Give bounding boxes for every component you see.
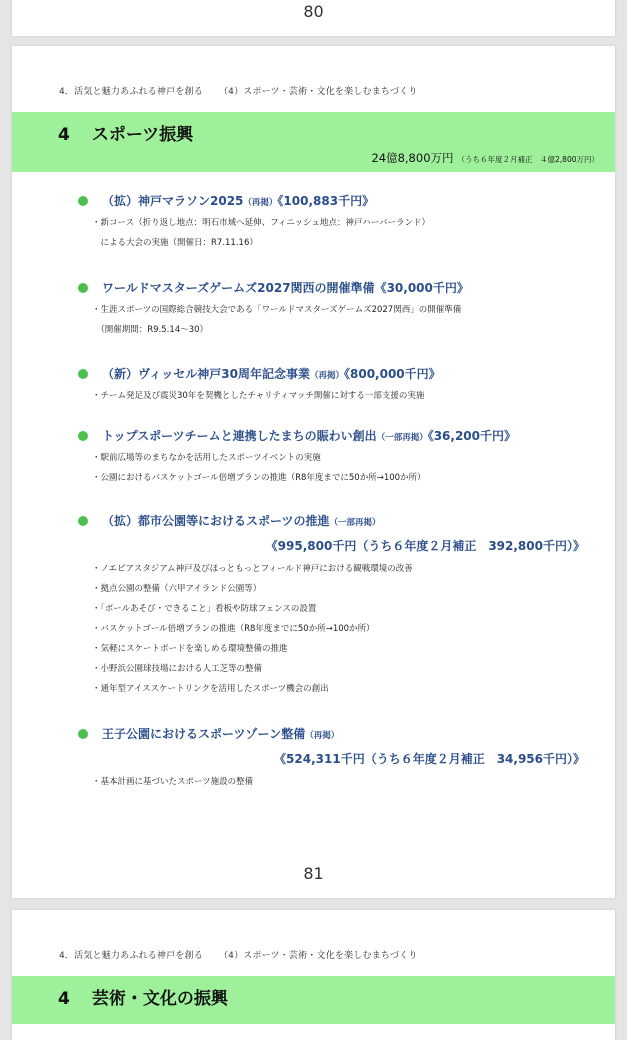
- breadcrumb: [59, 948, 418, 961]
- bullet-icon: [78, 369, 88, 379]
- item-tag: （再掲）: [243, 198, 278, 208]
- item-title: [102, 192, 374, 209]
- breadcrumb-section: （4）スポーツ・芸術・文化を楽しむまちづくり: [218, 951, 418, 961]
- breadcrumb-section: （4）スポーツ・芸術・文化を楽しむまちづくり: [218, 87, 418, 97]
- item-amount: 《36,200千円》: [427, 429, 517, 443]
- document-page: [12, 46, 615, 898]
- item-title-text: 王子公園におけるスポーツゾーン整備: [102, 727, 306, 741]
- previous-page: [12, 0, 615, 36]
- item-title: [102, 512, 381, 529]
- section-header: [12, 976, 615, 1024]
- breadcrumb-chapter: 4．活気と魅力あふれる神戸を創る: [59, 951, 203, 961]
- section-number: 4: [58, 125, 70, 145]
- section-name: 芸術・文化の振興: [91, 989, 228, 1009]
- bullet-icon: [78, 729, 88, 739]
- bullet-icon: [78, 196, 88, 206]
- item-title-text: （新）ヴィッセル神戸30周年記念事業: [102, 367, 310, 381]
- item-detail: ・小野浜公園球技場における人工芝等の整備: [92, 664, 263, 674]
- item-tag: （再掲）: [305, 731, 340, 741]
- item-tag: （一部再掲）: [376, 433, 428, 443]
- item-detail: による大会の実施（開催日：R7.11.16）: [92, 238, 258, 248]
- item-detail: ・拠点公園の整備（六甲アイランド公園等）: [92, 584, 262, 594]
- section-number: 4: [58, 989, 70, 1009]
- bullet-icon: [78, 516, 88, 526]
- section-name: スポーツ振興: [91, 125, 194, 145]
- item-title: [102, 725, 339, 742]
- item-title: [102, 427, 516, 444]
- item-amount: 《995,800千円（うち６年度２月補正 392,800千円）》: [265, 539, 585, 553]
- section-title: [58, 984, 228, 1009]
- item-detail: ・通年型アイススケートリンクを活用したスポーツ機会の創出: [92, 684, 329, 694]
- item-amount: 《100,883千円》: [277, 194, 375, 208]
- item-title-text: トップスポーツチームと連携したまちの賑わい創出: [102, 429, 377, 443]
- item-title-text: （拡）神戸マラソン2025: [102, 194, 244, 208]
- item-title: [102, 365, 441, 382]
- breadcrumb: [59, 84, 418, 97]
- item-tag: （一部再掲）: [329, 518, 381, 528]
- bullet-icon: [78, 431, 88, 441]
- item-detail: ・生涯スポーツの国際総合競技大会である「ワールドマスターズゲームズ2027関西」の開催準備: [92, 305, 462, 315]
- section-title: [58, 120, 193, 145]
- item-tag: （再掲）: [309, 371, 344, 381]
- item-title: [102, 279, 469, 296]
- item-detail: ・「ボールあそび・できること」看板や防球フェンスの設置: [92, 604, 317, 614]
- breadcrumb-chapter: 4．活気と魅力あふれる神戸を創る: [59, 87, 203, 97]
- item-amount: 《800,000千円》: [344, 367, 441, 381]
- budget-amount: 24億8,800万円: [371, 151, 454, 165]
- section-budget: [371, 150, 599, 166]
- next-page: [12, 910, 615, 1040]
- item-detail: （開催期間：R9.5.14～30）: [92, 325, 209, 335]
- page-number: 80: [303, 2, 324, 21]
- item-detail: ・チーム発足及び震災30年を契機としたチャリティマッチ開催に対する一部支援の実施: [92, 391, 425, 401]
- item-detail: ・基本計画に基づいたスポーツ施設の整備: [92, 777, 254, 787]
- item-title-text: ワールドマスターズゲームズ2027関西の開催準備: [102, 281, 375, 295]
- item-amount: 《524,311千円（うち６年度２月補正 34,956千円）》: [274, 752, 585, 766]
- item-detail: ・駅前広場等のまちなかを活用したスポーツイベントの実施: [92, 453, 321, 463]
- section-header: [12, 112, 615, 172]
- item-detail: ・気軽にスケートボードを楽しめる環境整備の推進: [92, 644, 288, 654]
- page-number: 81: [303, 864, 324, 883]
- item-detail: ・新コース（折り返し地点：明石市域へ延伸、フィニッシュ地点：神戸ハーバーランド）: [92, 218, 430, 228]
- item-amount: 《30,000千円》: [374, 281, 469, 295]
- bullet-icon: [78, 283, 88, 293]
- item-title-text: （拡）都市公園等におけるスポーツの推進: [102, 514, 330, 528]
- item-detail: ・バスケットゴール倍増プランの推進（R8年度までに50か所→100か所）: [92, 624, 375, 634]
- item-detail: ・公園におけるバスケットゴール倍増プランの推進（R8年度までに50か所→100か所）: [92, 473, 426, 483]
- budget-note: （うち６年度２月補正 ４億2,800万円）: [457, 155, 599, 164]
- item-detail: ・ノエビアスタジアム神戸及びほっともっとフィールド神戸における観戦環境の改善: [92, 564, 413, 574]
